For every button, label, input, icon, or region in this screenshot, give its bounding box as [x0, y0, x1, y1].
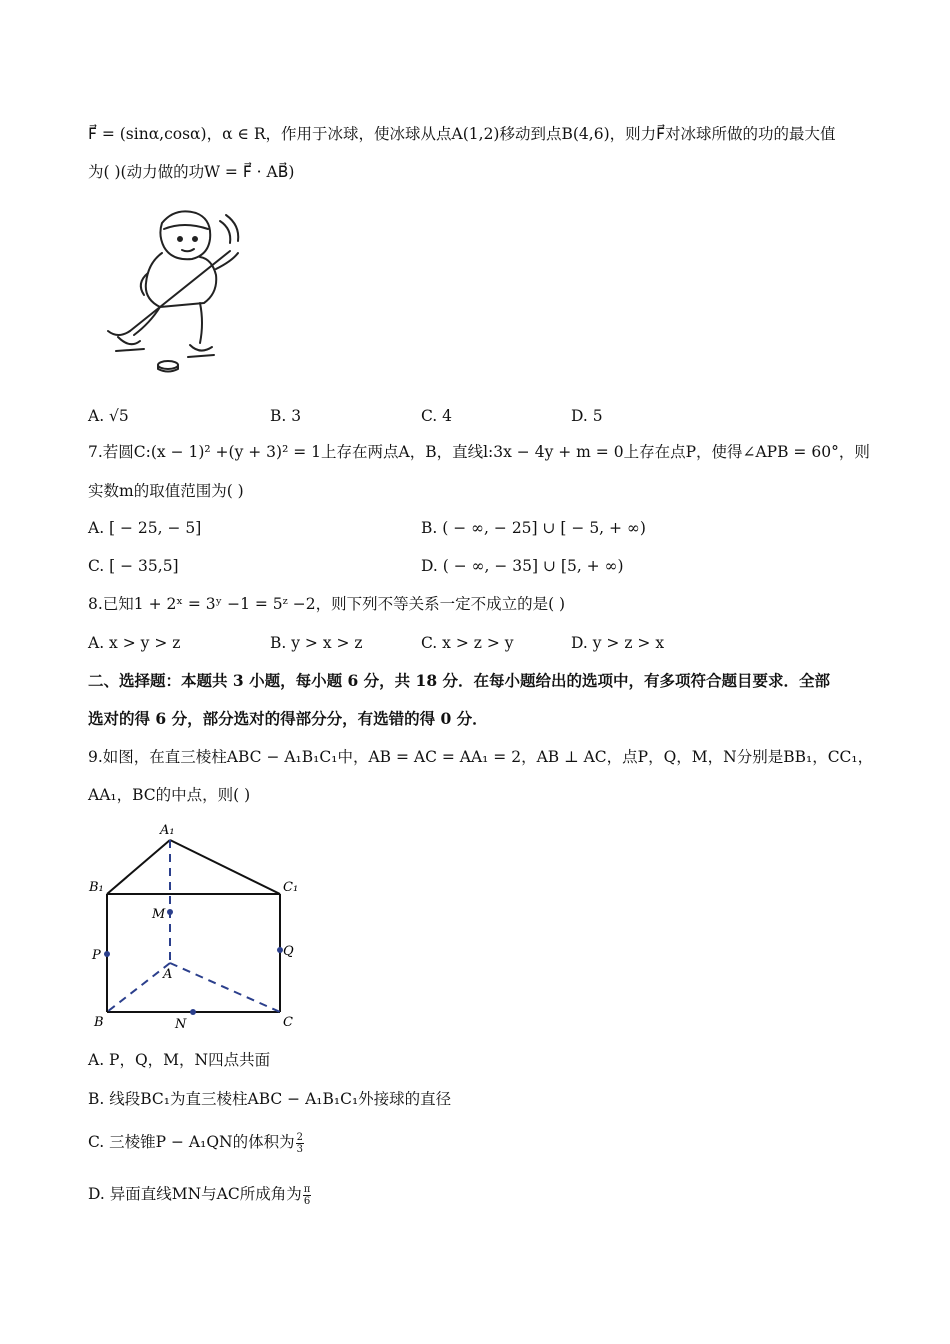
- fraction-two-thirds: $\frac{2}{3}$: [296, 1131, 303, 1155]
- q8-option-a: A. x > y > z: [88, 634, 181, 652]
- label-b: B: [94, 1015, 104, 1030]
- label-c: C: [283, 1015, 293, 1030]
- q6-option-c: C. 4: [421, 407, 453, 425]
- q6-stem-line1: F⃗ = (sinα,cosα)，α ∈ R，作用于冰球，使冰球从点A(1,2)移动到点B(4,6)，则力F⃗对冰球所做的功的最大值: [88, 125, 836, 143]
- q9-option-d: [88, 1183, 311, 1207]
- q7-option-d: D. ( − ∞, − 35] ∪ [5, + ∞): [421, 557, 624, 575]
- q9-option-c-text: C. 三棱锥P − A₁QN的体积为: [88, 1133, 295, 1151]
- q7-option-a: A. [ − 25, − 5]: [88, 519, 202, 537]
- section2-heading-line2: 选对的得 6 分，部分选对的得部分分，有选错的得 0 分．: [88, 709, 488, 728]
- hockey-player-illustration: [100, 203, 250, 375]
- label-b1: B₁: [89, 880, 104, 895]
- label-a: A: [163, 967, 173, 982]
- label-p: P: [92, 948, 101, 963]
- edge-a1-c1: [170, 840, 280, 894]
- q6-option-a: A. √5: [88, 407, 129, 425]
- label-c1: C₁: [283, 880, 299, 895]
- q6-option-b: B. 3: [270, 407, 302, 425]
- q7-option-b: B. ( − ∞, − 25] ∪ [ − 5, + ∞): [421, 519, 646, 537]
- point-p: [104, 951, 110, 957]
- edge-a1-b1: [107, 840, 170, 894]
- q9-option-c: [88, 1131, 304, 1155]
- point-m: [167, 909, 173, 915]
- q6-option-d: D. 5: [571, 407, 603, 425]
- label-q: Q: [283, 944, 294, 959]
- q9-option-a: A. P，Q，M，N四点共面: [88, 1051, 271, 1069]
- q8-option-b: B. y > x > z: [270, 634, 363, 652]
- q8-stem: 8.已知1 + 2ˣ = 3ʸ −1 = 5ᶻ −2，则下列不等关系一定不成立的是( ): [88, 595, 566, 613]
- hidden-edge-a-c: [170, 963, 280, 1012]
- q8-option-d: D. y > z > x: [571, 634, 665, 652]
- q7-stem-line1: 7.若圆C:(x − 1)² +(y + 3)² = 1上存在两点A，B，直线l:3x − 4y + m = 0上存在点P，使得∠APB = 60°，则: [88, 443, 870, 461]
- label-a1: A₁: [160, 823, 175, 838]
- q7-stem-line2: 实数m的取值范围为( ): [88, 482, 244, 500]
- fraction-pi-over-six: $\frac{\pi}{6}$: [303, 1183, 311, 1207]
- q7-option-c: C. [ − 35,5]: [88, 557, 179, 575]
- q6-stem-line2: 为( )(动力做的功W = F⃗ · AB⃗): [88, 163, 295, 181]
- label-m: M: [152, 907, 166, 922]
- q8-option-c: C. x > z > y: [421, 634, 514, 652]
- q9-stem-line1: 9.如图，在直三棱柱ABC − A₁B₁C₁中，AB = AC = AA₁ = 2，AB ⊥ AC，点P，Q，M，N分别是BB₁，CC₁，: [88, 748, 874, 766]
- point-n: [190, 1009, 196, 1015]
- q9-option-b: B. 线段BC₁为直三棱柱ABC − A₁B₁C₁外接球的直径: [88, 1090, 452, 1108]
- q9-option-d-text: D. 异面直线MN与AC所成角为: [88, 1185, 302, 1203]
- prism-figure: [85, 818, 315, 1038]
- q9-stem-line2: AA₁，BC的中点，则( ): [88, 786, 251, 804]
- section2-heading-line1: 二、选择题：本题共 3 小题，每小题 6 分，共 18 分．在每小题给出的选项中，有多项符合题目要求．全部: [88, 671, 831, 690]
- label-n: N: [175, 1017, 187, 1032]
- hidden-edge-a-b: [107, 963, 173, 1012]
